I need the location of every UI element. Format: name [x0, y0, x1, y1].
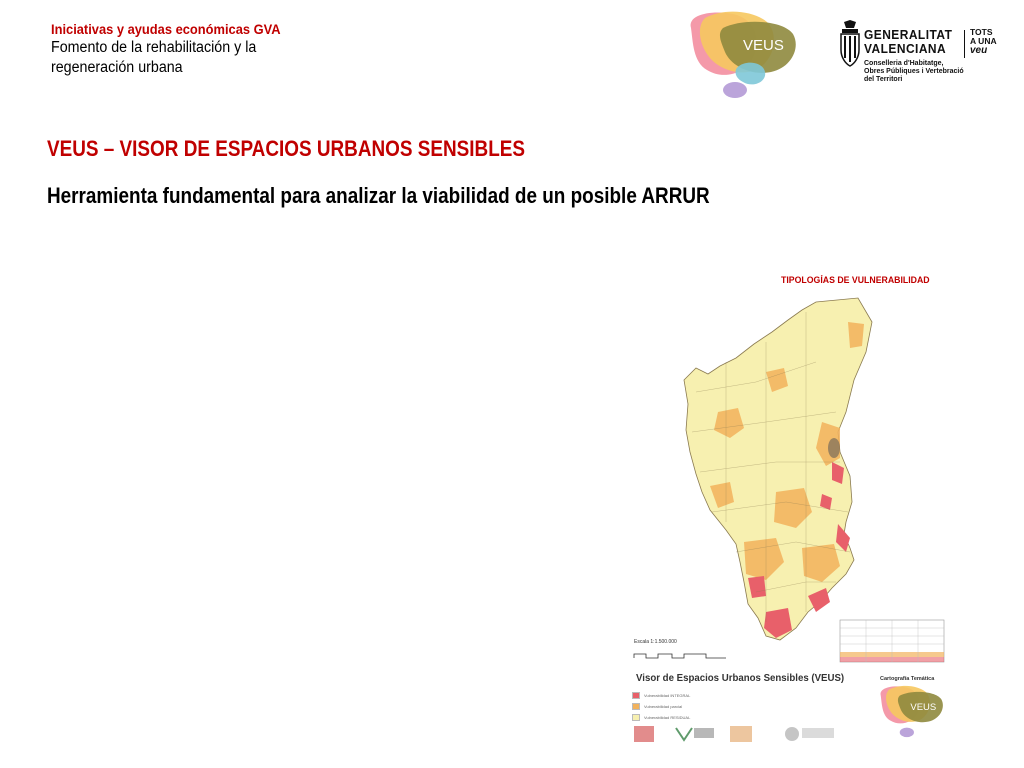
figure-veus-logo-text: VEUS	[910, 701, 937, 713]
tots-a-una-veu-logo: TOTS A UNA veu	[970, 27, 997, 56]
map-title: TIPOLOGÍAS DE VULNERABILIDAD	[781, 275, 930, 286]
legend-label: Vulnerabilidad RESIDUAL	[644, 714, 691, 720]
slide-title: VEUS – VISOR DE ESPACIOS URBANOS SENSIBLES	[47, 136, 526, 161]
viewer-title: Visor de Espacios Urbanos Sensibles (VEUS)	[636, 672, 845, 684]
coat-of-arms-icon	[838, 20, 862, 72]
institutional-logos	[634, 726, 834, 742]
legend-swatch	[632, 692, 640, 699]
conselleria-name: Conselleria d'Habitatge, Obres Públiques i Vertebració del Territori	[864, 60, 964, 83]
program-title: Iniciativas y ayudas económicas GVA	[51, 21, 281, 37]
map-zone-orange	[848, 322, 864, 348]
legend-swatch	[632, 714, 640, 721]
legend-item	[632, 701, 690, 711]
map-scale-label: Escala 1:1.500.000	[634, 639, 677, 645]
legend-swatch	[632, 703, 640, 710]
cartography-label: Cartografía Temática	[880, 676, 935, 682]
legend-label: Vulnerabilidad INTEGRAL	[644, 692, 691, 698]
veus-logo	[683, 8, 801, 100]
map-scale-bar	[634, 654, 726, 658]
generalitat-name: GENERALITAT VALENCIANA	[864, 27, 953, 56]
legend-item	[632, 690, 690, 700]
legend-label: Vulnerabilidad parcial	[644, 703, 683, 709]
map-legend	[632, 690, 690, 723]
veus-logo-text: VEUS	[743, 37, 784, 54]
legend-item	[632, 712, 690, 722]
logo-separator	[964, 30, 965, 58]
map-city-valencia	[828, 438, 840, 458]
header-block	[51, 20, 341, 78]
program-subtitle: Fomento de la rehabilitación y la regeneración urbana	[51, 39, 257, 76]
generalitat-logo	[838, 18, 1024, 88]
slide-description: Herramienta fundamental para analizar la viabilidad de un posible ARRUR	[47, 183, 710, 208]
vulnerability-map-figure	[626, 262, 959, 750]
figure-veus-logo	[876, 682, 946, 740]
